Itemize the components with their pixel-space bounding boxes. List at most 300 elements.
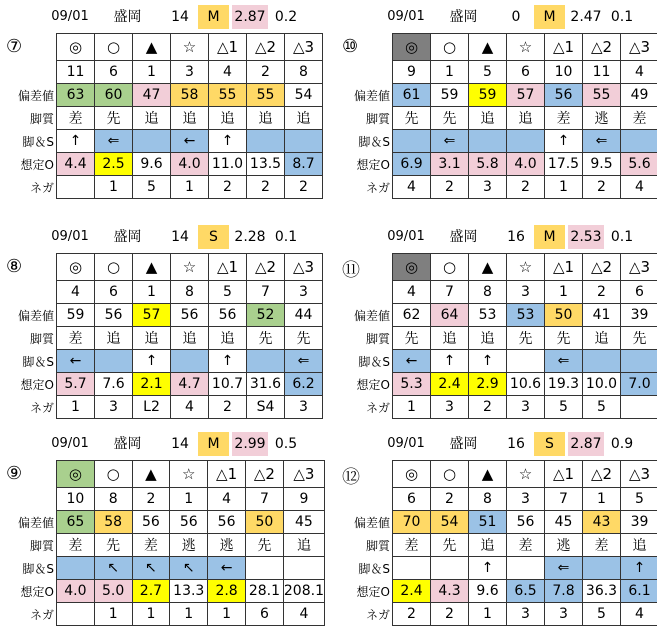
row-label-score: 偏差値 [336, 305, 392, 328]
odds-cell: 10.0 [583, 373, 621, 396]
race-header [336, 432, 657, 456]
score-cell: 55 [209, 84, 247, 107]
score-cell: 39 [621, 304, 657, 327]
row-label-odds: 想定O [0, 154, 56, 177]
position-cell: ↑ [469, 557, 507, 580]
nega-cell: 6 [245, 603, 283, 626]
odds-cell: 5.6 [621, 153, 657, 176]
row-label-nega: ネガ [336, 177, 392, 200]
row-label-pos: 脚＆S [336, 351, 392, 374]
position-cell [583, 557, 621, 580]
score-cell: 59 [57, 304, 95, 327]
style-cell: 追 [621, 534, 657, 557]
prediction-table [392, 33, 657, 199]
race-header [0, 432, 325, 456]
position-cell [57, 557, 95, 580]
row-label-style: 脚質 [336, 108, 392, 131]
style-cell: 差 [583, 534, 621, 557]
table-row [57, 107, 323, 130]
odds-cell: 2.1 [133, 373, 171, 396]
table-row [57, 176, 323, 199]
odds-cell: 6.2 [285, 373, 323, 396]
nega-cell: 2 [393, 603, 431, 626]
horse-number-cell: 2 [132, 488, 170, 511]
score-cell: 59 [469, 84, 507, 107]
small-value: 0.2 [268, 5, 304, 29]
nega-cell: 1 [393, 396, 431, 419]
prediction-table [56, 460, 325, 626]
small-value: 0.9 [604, 432, 640, 456]
mark-cell: ◎ [57, 461, 95, 488]
style-cell: 追 [469, 107, 507, 130]
odds-value: 2.87 [568, 432, 604, 456]
style-cell: 先 [285, 327, 323, 350]
horse-number-cell: 4 [393, 281, 431, 304]
mark-cell: ☆ [171, 254, 209, 281]
position-cell: ↖ [170, 557, 208, 580]
score-cell: 65 [57, 511, 95, 534]
nega-cell: 1 [171, 176, 209, 199]
nega-cell: 3 [431, 396, 469, 419]
row-label-style: 脚質 [0, 535, 56, 558]
table-row [393, 130, 657, 153]
nega-cell: 5 [583, 396, 621, 419]
position-cell: ← [171, 130, 209, 153]
race-number: ⑧ [6, 256, 22, 277]
style-cell: 追 [431, 327, 469, 350]
position-cell [393, 130, 431, 153]
style-cell: 先 [431, 107, 469, 130]
position-cell: ⇐ [95, 130, 133, 153]
horse-number-cell: 4 [209, 61, 247, 84]
mark-cell: ○ [431, 254, 469, 281]
style-cell: 逃 [170, 534, 208, 557]
horse-number-cell: 3 [507, 488, 545, 511]
horse-number-cell: 3 [285, 281, 323, 304]
position-cell: ⇐ [583, 130, 621, 153]
position-cell [171, 350, 209, 373]
mark-cell: △3 [285, 254, 323, 281]
table-row [393, 61, 657, 84]
score-cell: 55 [247, 84, 285, 107]
race-number: ⑪ [342, 256, 360, 282]
mark-cell: ○ [95, 34, 133, 61]
row-label-score: 偏差値 [336, 85, 392, 108]
position-cell [431, 557, 469, 580]
odds-cell: 7.8 [545, 580, 583, 603]
table-row [57, 327, 323, 350]
odds-cell: 10.6 [507, 373, 545, 396]
nega-cell: 1 [95, 176, 133, 199]
table-row [57, 488, 325, 511]
mark-cell: △3 [621, 461, 657, 488]
row-label-style: 脚質 [336, 535, 392, 558]
table-row [57, 373, 323, 396]
mark-cell: ☆ [507, 254, 545, 281]
horse-number-cell: 5 [621, 488, 657, 511]
odds-cell: 10.7 [209, 373, 247, 396]
mark-cell: ☆ [171, 34, 209, 61]
horse-number-cell: 7 [431, 281, 469, 304]
position-cell [393, 557, 431, 580]
mark-cell: ▲ [133, 254, 171, 281]
score-cell: 50 [545, 304, 583, 327]
race-number: ⑩ [342, 36, 358, 57]
horse-number-cell: 7 [245, 488, 283, 511]
table-row [57, 557, 325, 580]
horse-number-cell: 7 [247, 281, 285, 304]
position-cell [283, 557, 324, 580]
score-cell: 56 [132, 511, 170, 534]
prediction-table [392, 253, 657, 419]
nega-cell: 3 [545, 603, 583, 626]
style-cell: 追 [133, 107, 171, 130]
mark-cell: ▲ [469, 34, 507, 61]
race-header [0, 225, 325, 249]
row-label-pos: 脚＆S [0, 558, 56, 581]
nega-cell: 2 [507, 176, 545, 199]
horse-number-cell: 4 [208, 488, 246, 511]
mark-cell: △3 [621, 254, 657, 281]
race-panel [0, 225, 325, 430]
row-label-odds: 想定O [0, 374, 56, 397]
table-row [393, 580, 657, 603]
horse-number-cell: 1 [133, 281, 171, 304]
score-cell: 70 [393, 511, 431, 534]
horse-number-cell: 8 [469, 281, 507, 304]
row-label-pos: 脚＆S [336, 131, 392, 154]
score-cell: 63 [57, 84, 95, 107]
race-panel [336, 225, 657, 430]
score-cell: 57 [507, 84, 545, 107]
horse-number-cell: 8 [469, 488, 507, 511]
odds-cell: 4.0 [57, 580, 95, 603]
table-row [57, 281, 323, 304]
table-row [57, 153, 323, 176]
mark-cell: ◎ [393, 34, 431, 61]
mark-cell: ☆ [507, 34, 545, 61]
odds-cell: 2.7 [132, 580, 170, 603]
odds-cell: 4.0 [507, 153, 545, 176]
score-cell: 56 [507, 511, 545, 534]
style-cell: 先 [393, 107, 431, 130]
score-cell: 60 [95, 84, 133, 107]
row-label-odds: 想定O [336, 154, 392, 177]
position-cell: ← [393, 350, 431, 373]
mark-cell: △3 [621, 34, 657, 61]
row-label-score: 偏差値 [336, 512, 392, 535]
mark-cell: ▲ [132, 461, 170, 488]
horse-number-cell: 1 [170, 488, 208, 511]
position-cell [621, 130, 657, 153]
table-row [57, 511, 325, 534]
venue-name: 盛岡 [441, 432, 486, 456]
mark-cell: ☆ [507, 461, 545, 488]
position-cell: ↖ [132, 557, 170, 580]
table-row [393, 534, 657, 557]
table-row [57, 603, 325, 626]
score-cell: 56 [171, 304, 209, 327]
row-label-nega: ネガ [0, 177, 56, 200]
nega-cell: 2 [469, 396, 507, 419]
horse-count: 16 [501, 432, 531, 456]
odds-cell: 2.8 [208, 580, 246, 603]
score-cell: 53 [469, 304, 507, 327]
race-date: 09/01 [45, 432, 95, 456]
score-cell: 56 [170, 511, 208, 534]
style-cell: 差 [132, 534, 170, 557]
horse-number-cell: 2 [431, 488, 469, 511]
nega-cell: 2 [285, 176, 323, 199]
position-cell [133, 130, 171, 153]
nega-cell: 1 [132, 603, 170, 626]
horse-number-cell: 8 [285, 61, 323, 84]
mark-cell: △1 [545, 34, 583, 61]
nega-cell: L2 [133, 396, 171, 419]
score-cell: 50 [245, 511, 283, 534]
position-cell [507, 130, 545, 153]
style-cell: 追 [171, 107, 209, 130]
horse-count: 14 [165, 5, 195, 29]
horse-number-cell: 9 [283, 488, 324, 511]
style-cell: 差 [57, 534, 95, 557]
position-cell [95, 350, 133, 373]
position-cell [621, 350, 657, 373]
mark-cell: ▲ [469, 461, 507, 488]
style-cell: 先 [545, 327, 583, 350]
position-cell [469, 130, 507, 153]
nega-cell [57, 603, 95, 626]
position-cell: ⇐ [545, 350, 583, 373]
style-cell: 差 [621, 107, 657, 130]
race-date: 09/01 [45, 5, 95, 29]
horse-number-cell: 10 [545, 61, 583, 84]
nega-cell: 3 [507, 603, 545, 626]
odds-cell: 6.9 [393, 153, 431, 176]
race-date: 09/01 [381, 225, 431, 249]
odds-cell: 4.7 [171, 373, 209, 396]
horse-number-cell: 9 [393, 61, 431, 84]
nega-cell [621, 396, 657, 419]
odds-cell: 36.3 [583, 580, 621, 603]
ground-badge: S [534, 432, 565, 456]
position-cell [247, 350, 285, 373]
style-cell: 追 [469, 327, 507, 350]
mark-cell: ☆ [170, 461, 208, 488]
ground-badge: S [198, 225, 229, 249]
score-cell: 43 [583, 511, 621, 534]
row-label-nega: ネガ [336, 397, 392, 420]
style-cell: 逃 [583, 107, 621, 130]
horse-number-cell: 10 [57, 488, 95, 511]
horse-number-cell: 1 [545, 281, 583, 304]
score-cell: 41 [583, 304, 621, 327]
odds-cell: 9.6 [133, 153, 171, 176]
horse-number-cell: 2 [247, 61, 285, 84]
mark-cell: △1 [208, 461, 246, 488]
odds-cell: 5.8 [469, 153, 507, 176]
odds-cell: 9.6 [469, 580, 507, 603]
odds-cell: 8.7 [285, 153, 323, 176]
odds-cell: 17.5 [545, 153, 583, 176]
odds-cell: 5.7 [57, 373, 95, 396]
position-cell [245, 557, 283, 580]
table-row [393, 603, 657, 626]
horse-number-cell: 6 [95, 281, 133, 304]
odds-cell: 5.3 [393, 373, 431, 396]
style-cell: 追 [583, 327, 621, 350]
score-cell: 53 [507, 304, 545, 327]
position-cell: ↑ [621, 557, 657, 580]
nega-cell: 2 [431, 176, 469, 199]
race-date: 09/01 [45, 225, 95, 249]
row-label-nega: ネガ [0, 604, 56, 627]
style-cell: 逃 [545, 534, 583, 557]
prediction-table [56, 33, 323, 199]
horse-number-cell: 1 [133, 61, 171, 84]
race-number: ⑫ [342, 463, 360, 489]
horse-number-cell: 4 [621, 61, 657, 84]
score-cell: 55 [583, 84, 621, 107]
odds-cell: 4.0 [171, 153, 209, 176]
style-cell: 差 [545, 107, 583, 130]
race-header [0, 5, 325, 29]
horse-number-cell: 11 [57, 61, 95, 84]
nega-cell: 2 [431, 603, 469, 626]
style-cell: 逃 [208, 534, 246, 557]
nega-cell: 2 [247, 176, 285, 199]
horse-count: 0 [501, 5, 531, 29]
table-row [393, 304, 657, 327]
table-row [57, 580, 325, 603]
odds-value: 2.28 [232, 225, 268, 249]
odds-cell: 4.3 [431, 580, 469, 603]
odds-value: 2.87 [232, 5, 268, 29]
style-cell: 差 [57, 107, 95, 130]
ground-badge: M [198, 5, 229, 29]
mark-cell: ○ [431, 34, 469, 61]
mark-cell: ▲ [469, 254, 507, 281]
race-number: ⑦ [6, 36, 22, 57]
ground-badge: M [198, 432, 229, 456]
mark-cell: △2 [583, 254, 621, 281]
nega-cell: 3 [95, 396, 133, 419]
small-value: 0.5 [268, 432, 304, 456]
row-label-odds: 想定O [336, 374, 392, 397]
row-label-odds: 想定O [0, 581, 56, 604]
horse-number-cell: 1 [583, 488, 621, 511]
score-cell: 56 [95, 304, 133, 327]
table-row [393, 557, 657, 580]
race-panel [0, 432, 325, 637]
style-cell: 先 [94, 534, 132, 557]
nega-cell: S4 [247, 396, 285, 419]
position-cell: ↑ [431, 350, 469, 373]
style-cell: 追 [247, 107, 285, 130]
score-cell: 61 [393, 84, 431, 107]
mark-cell: △1 [545, 461, 583, 488]
table-row [393, 84, 657, 107]
nega-cell: 5 [545, 396, 583, 419]
nega-cell: 2 [209, 396, 247, 419]
horse-number-cell: 6 [621, 281, 657, 304]
odds-cell: 2.4 [431, 373, 469, 396]
nega-cell: 3 [469, 176, 507, 199]
small-value: 0.1 [604, 5, 640, 29]
odds-cell: 4.4 [57, 153, 95, 176]
odds-cell: 11.0 [209, 153, 247, 176]
venue-name: 盛岡 [105, 225, 150, 249]
table-row [57, 534, 325, 557]
style-cell: 追 [283, 534, 324, 557]
nega-cell: 1 [170, 603, 208, 626]
score-cell: 54 [285, 84, 323, 107]
score-cell: 58 [171, 84, 209, 107]
nega-cell: 3 [507, 396, 545, 419]
table-row [393, 396, 657, 419]
row-label-style: 脚質 [336, 328, 392, 351]
nega-cell: 5 [133, 176, 171, 199]
position-cell: ↑ [133, 350, 171, 373]
odds-cell: 6.5 [507, 580, 545, 603]
venue-name: 盛岡 [105, 5, 150, 29]
score-cell: 56 [209, 304, 247, 327]
table-row [393, 373, 657, 396]
horse-number-cell: 3 [171, 61, 209, 84]
horse-number-cell: 6 [507, 61, 545, 84]
style-cell: 追 [171, 327, 209, 350]
race-number: ⑨ [6, 463, 22, 484]
race-panel [336, 432, 657, 637]
venue-name: 盛岡 [441, 225, 486, 249]
nega-cell: 1 [208, 603, 246, 626]
position-cell: ⇐ [545, 557, 583, 580]
style-cell: 先 [431, 534, 469, 557]
position-cell: ← [57, 350, 95, 373]
position-cell: ← [208, 557, 246, 580]
nega-cell: 5 [583, 603, 621, 626]
horse-count: 14 [165, 225, 195, 249]
position-cell: ↖ [94, 557, 132, 580]
mark-cell: ◎ [393, 254, 431, 281]
race-date: 09/01 [381, 432, 431, 456]
nega-cell: 4 [393, 176, 431, 199]
odds-cell: 9.5 [583, 153, 621, 176]
nega-cell [57, 176, 95, 199]
table-row [393, 153, 657, 176]
row-label-pos: 脚＆S [336, 558, 392, 581]
row-label-score: 偏差値 [0, 85, 56, 108]
table-row [393, 350, 657, 373]
style-cell: 差 [393, 534, 431, 557]
race-panel [0, 5, 325, 210]
horse-number-cell: 5 [469, 61, 507, 84]
prediction-table [392, 460, 657, 626]
score-cell: 64 [431, 304, 469, 327]
nega-cell: 3 [285, 396, 323, 419]
position-cell [507, 350, 545, 373]
venue-name: 盛岡 [441, 5, 486, 29]
nega-cell: 4 [171, 396, 209, 419]
score-cell: 57 [133, 304, 171, 327]
score-cell: 45 [545, 511, 583, 534]
table-row [57, 304, 323, 327]
venue-name: 盛岡 [105, 432, 150, 456]
table-row [393, 327, 657, 350]
odds-cell: 5.0 [94, 580, 132, 603]
score-cell: 39 [621, 511, 657, 534]
mark-cell: △2 [583, 461, 621, 488]
